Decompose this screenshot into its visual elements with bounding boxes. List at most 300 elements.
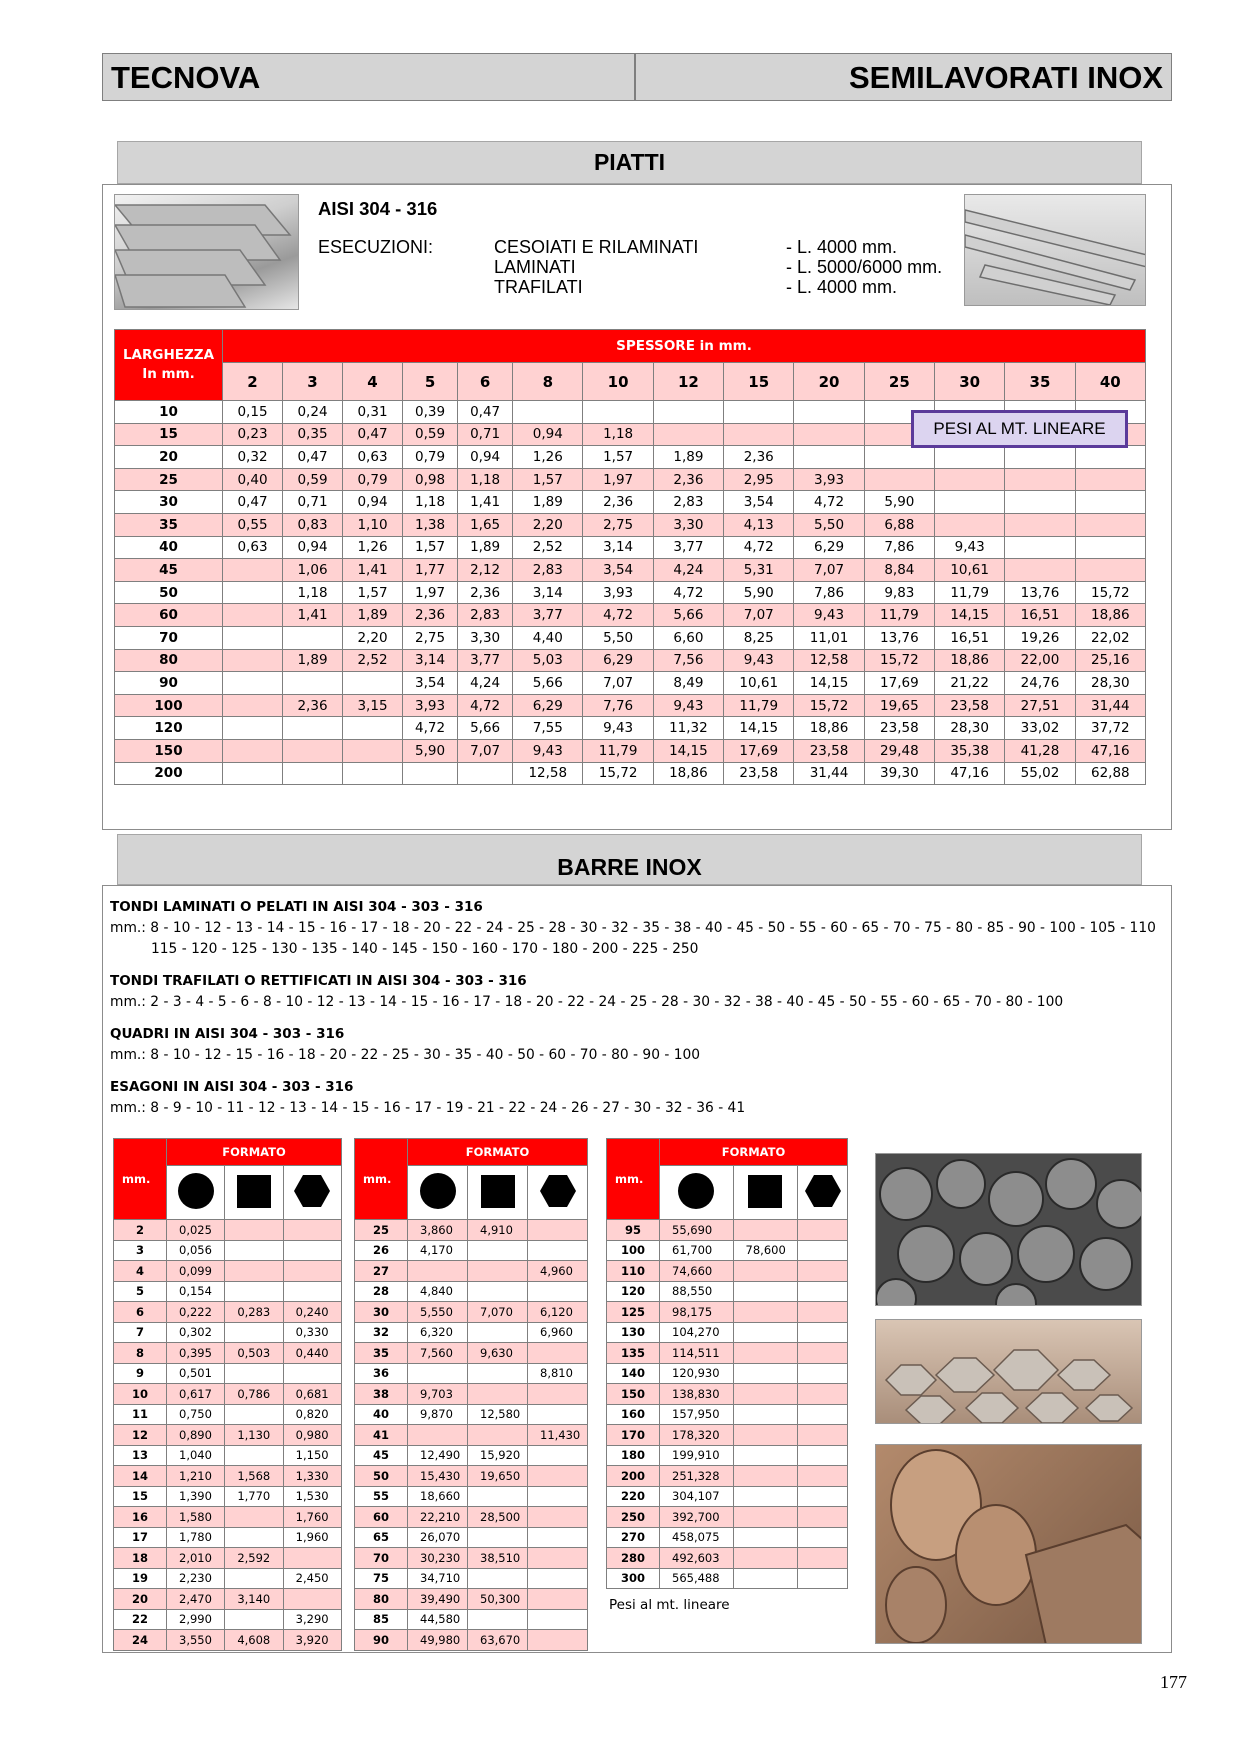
weight-cell — [528, 1466, 588, 1487]
weight-cell: 0,55 — [223, 513, 283, 536]
table-row — [115, 694, 1146, 717]
weight-cell: 1,89 — [513, 491, 583, 514]
size-cell: 130 — [607, 1322, 660, 1343]
weight-cell: 4,40 — [513, 626, 583, 649]
weight-cell: 0,39 — [403, 401, 458, 424]
weight-cell: 0,786 — [225, 1384, 283, 1405]
weight-cell: 2,470 — [167, 1589, 225, 1610]
weight-cell — [223, 626, 283, 649]
weight-cell: 12,490 — [408, 1445, 468, 1466]
table-row — [355, 1220, 588, 1241]
shape-cell — [225, 1166, 283, 1220]
weight-cell: 1,18 — [458, 468, 513, 491]
table-row — [115, 513, 1146, 536]
weight-cell: 1,568 — [225, 1466, 283, 1487]
weight-cell — [733, 1343, 798, 1364]
weight-cell: 3,920 — [283, 1630, 341, 1651]
weight-cell — [798, 1322, 848, 1343]
weight-cell: 35,38 — [935, 739, 1005, 762]
weight-cell: 2,20 — [513, 513, 583, 536]
round-icon — [418, 1171, 458, 1211]
weight-cell: 25,16 — [1075, 649, 1145, 672]
formato-header-row — [114, 1139, 342, 1166]
weight-cell — [528, 1445, 588, 1466]
weight-cell — [343, 717, 403, 740]
weight-cell — [225, 1507, 283, 1528]
weight-cell: 63,670 — [468, 1630, 528, 1651]
weight-cell: 8,84 — [864, 559, 934, 582]
size-cell: 6 — [114, 1302, 167, 1323]
weight-cell: 14,15 — [653, 739, 723, 762]
table-row — [607, 1384, 848, 1405]
size-cell: 220 — [607, 1486, 660, 1507]
weight-cell: 0,750 — [167, 1404, 225, 1425]
execution-length-2: - L. 5000/6000 mm. — [786, 257, 943, 277]
weight-cell — [528, 1486, 588, 1507]
thickness-35: 35 — [1005, 363, 1075, 401]
weight-cell: 1,65 — [458, 513, 513, 536]
weight-cell: 3,860 — [408, 1220, 468, 1241]
weight-cell — [733, 1425, 798, 1446]
weight-cell: 1,580 — [167, 1507, 225, 1528]
weight-cell: 2,83 — [513, 559, 583, 582]
weight-cell: 3,30 — [653, 513, 723, 536]
thickness-30: 30 — [935, 363, 1005, 401]
weight-cell — [225, 1445, 283, 1466]
table-row — [114, 1630, 342, 1651]
weight-cell: 11,79 — [935, 581, 1005, 604]
weight-cell — [798, 1425, 848, 1446]
weight-cell: 1,770 — [225, 1486, 283, 1507]
weight-cell: 458,075 — [660, 1527, 734, 1548]
esagoni-title: ESAGONI IN AISI 304 - 303 - 316 — [110, 1079, 354, 1095]
weight-cell: 10,61 — [724, 672, 794, 695]
weight-cell: 0,31 — [343, 401, 403, 424]
weight-cell: 4,72 — [653, 581, 723, 604]
weight-cell: 28,30 — [935, 717, 1005, 740]
weight-cell: 9,703 — [408, 1384, 468, 1405]
weight-cell: 5,66 — [653, 604, 723, 627]
weight-cell — [794, 446, 864, 469]
table-row — [607, 1220, 848, 1241]
size-cell: 17 — [114, 1527, 167, 1548]
weight-cell — [225, 1609, 283, 1630]
weight-cell: 0,94 — [283, 536, 343, 559]
thickness-12: 12 — [653, 363, 723, 401]
weight-cell: 4,24 — [653, 559, 723, 582]
table-row — [355, 1302, 588, 1323]
table-row — [114, 1609, 342, 1630]
weight-cell — [283, 1220, 341, 1241]
weight-cell: 5,90 — [864, 491, 934, 514]
width-cell: 70 — [115, 626, 223, 649]
weight-cell — [798, 1445, 848, 1466]
weight-cell — [468, 1568, 528, 1589]
weight-cell: 3,93 — [583, 581, 653, 604]
formato-header: FORMATO — [660, 1139, 848, 1166]
weight-cell: 104,270 — [660, 1322, 734, 1343]
size-cell: 300 — [607, 1568, 660, 1589]
weight-cell: 1,89 — [283, 649, 343, 672]
size-cell: 19 — [114, 1568, 167, 1589]
table-row — [115, 446, 1146, 469]
weight-cell — [528, 1220, 588, 1241]
size-cell: 13 — [114, 1445, 167, 1466]
weight-cell: 3,550 — [167, 1630, 225, 1651]
weight-cell: 39,30 — [864, 762, 934, 785]
shape-cell — [468, 1166, 528, 1220]
weight-cell: 3,14 — [583, 536, 653, 559]
weight-cell: 0,71 — [458, 423, 513, 446]
weight-cell: 6,29 — [513, 694, 583, 717]
weight-cell: 7,76 — [583, 694, 653, 717]
weight-cell: 1,18 — [403, 491, 458, 514]
table-row — [355, 1343, 588, 1364]
table-row — [114, 1404, 342, 1425]
weight-cell — [935, 491, 1005, 514]
weight-cell — [283, 1589, 341, 1610]
weight-cell — [798, 1240, 848, 1261]
table-row — [355, 1507, 588, 1528]
weight-cell: 2,592 — [225, 1548, 283, 1569]
barre-specs — [110, 897, 1160, 1119]
weight-cell: 49,980 — [408, 1630, 468, 1651]
weight-cell: 7,55 — [513, 717, 583, 740]
weight-cell: 7,07 — [583, 672, 653, 695]
weight-cell — [798, 1568, 848, 1589]
weight-cell — [528, 1589, 588, 1610]
weight-cell — [223, 604, 283, 627]
weight-cell: 14,15 — [794, 672, 864, 695]
table-row — [607, 1445, 848, 1466]
weight-cell: 0,35 — [283, 423, 343, 446]
weight-cell: 6,960 — [528, 1322, 588, 1343]
weight-cell — [798, 1507, 848, 1528]
weight-cell — [225, 1220, 283, 1241]
weight-cell — [1005, 559, 1075, 582]
table-row — [355, 1261, 588, 1282]
size-cell: 280 — [607, 1548, 660, 1569]
weight-cell: 5,03 — [513, 649, 583, 672]
table-row — [114, 1363, 342, 1384]
weight-cell: 0,501 — [167, 1363, 225, 1384]
weight-cell: 3,54 — [403, 672, 458, 695]
table-row — [115, 468, 1146, 491]
weight-cell: 4,13 — [724, 513, 794, 536]
table-row — [355, 1589, 588, 1610]
weight-cell: 0,025 — [167, 1220, 225, 1241]
size-cell: 25 — [355, 1220, 408, 1241]
size-cell: 250 — [607, 1507, 660, 1528]
weight-cell: 9,43 — [794, 604, 864, 627]
weight-cell — [724, 423, 794, 446]
weight-cell — [733, 1281, 798, 1302]
hexagon-icon — [803, 1171, 843, 1211]
weight-cell: 55,02 — [1005, 762, 1075, 785]
mixed-bars-photo — [875, 1444, 1142, 1644]
table-row — [355, 1548, 588, 1569]
size-cell: 7 — [114, 1322, 167, 1343]
weight-cell: 0,222 — [167, 1302, 225, 1323]
weight-cell — [935, 446, 1005, 469]
table-row — [355, 1568, 588, 1589]
weight-per-meter-badge: PESI AL MT. LINEARE — [911, 410, 1128, 448]
weight-cell — [733, 1527, 798, 1548]
weight-cell: 37,72 — [1075, 717, 1145, 740]
round-icon — [676, 1171, 716, 1211]
weight-cell: 7,070 — [468, 1302, 528, 1323]
thickness-5: 5 — [403, 363, 458, 401]
weight-cell: 1,760 — [283, 1507, 341, 1528]
weight-cell: 5,90 — [724, 581, 794, 604]
weight-cell — [798, 1548, 848, 1569]
size-cell: 32 — [355, 1322, 408, 1343]
table-row — [607, 1527, 848, 1548]
weight-cell: 0,23 — [223, 423, 283, 446]
table-row — [355, 1404, 588, 1425]
weight-cell: 3,290 — [283, 1609, 341, 1630]
weight-cell: 1,210 — [167, 1466, 225, 1487]
weight-cell — [733, 1302, 798, 1323]
weight-cell: 38,510 — [468, 1548, 528, 1569]
weight-cell: 0,94 — [458, 446, 513, 469]
weight-cell — [733, 1445, 798, 1466]
weight-cell: 0,440 — [283, 1343, 341, 1364]
table-row — [355, 1527, 588, 1548]
table-row — [115, 672, 1146, 695]
thickness-8: 8 — [513, 363, 583, 401]
weight-cell: 0,302 — [167, 1322, 225, 1343]
table-row — [114, 1322, 342, 1343]
weight-cell: 6,120 — [528, 1302, 588, 1323]
weight-cell — [468, 1322, 528, 1343]
weight-cell: 5,50 — [583, 626, 653, 649]
weight-cell — [343, 672, 403, 695]
weight-cell: 1,26 — [343, 536, 403, 559]
weight-cell: 0,154 — [167, 1281, 225, 1302]
table-row — [115, 717, 1146, 740]
weight-cell: 12,580 — [468, 1404, 528, 1425]
weight-cell — [223, 717, 283, 740]
weight-cell: 3,93 — [794, 468, 864, 491]
width-cell: 90 — [115, 672, 223, 695]
weight-cell: 3,15 — [343, 694, 403, 717]
size-cell: 135 — [607, 1343, 660, 1364]
size-cell: 95 — [607, 1220, 660, 1241]
size-cell: 15 — [114, 1486, 167, 1507]
weight-cell: 2,75 — [403, 626, 458, 649]
weight-cell: 4,170 — [408, 1240, 468, 1261]
size-cell: 18 — [114, 1548, 167, 1569]
weight-cell — [798, 1527, 848, 1548]
shape-cell — [660, 1166, 734, 1220]
weight-cell: 11,32 — [653, 717, 723, 740]
weight-cell — [798, 1363, 848, 1384]
weight-cell — [1005, 513, 1075, 536]
weight-cell: 47,16 — [1075, 739, 1145, 762]
table-row — [114, 1466, 342, 1487]
size-cell: 30 — [355, 1302, 408, 1323]
size-cell: 28 — [355, 1281, 408, 1302]
flat-bars-photo — [114, 194, 299, 310]
weight-cell: 24,76 — [1005, 672, 1075, 695]
weight-cell: 16,51 — [1005, 604, 1075, 627]
table-row — [607, 1466, 848, 1487]
width-cell: 25 — [115, 468, 223, 491]
weight-cell: 4,608 — [225, 1630, 283, 1651]
weight-cell — [468, 1527, 528, 1548]
piatti-material: AISI 304 - 316 — [318, 198, 438, 219]
table-row — [607, 1302, 848, 1323]
weight-cell: 17,69 — [724, 739, 794, 762]
weight-cell — [343, 762, 403, 785]
width-header-line1: LARGHEZZA — [122, 347, 215, 363]
weight-cell — [733, 1466, 798, 1487]
weight-cell: 3,77 — [458, 649, 513, 672]
mixed-bars-illustration — [876, 1445, 1142, 1644]
weight-cell — [283, 1548, 341, 1569]
weight-cell: 0,820 — [283, 1404, 341, 1425]
weight-cell: 157,950 — [660, 1404, 734, 1425]
weight-cell: 78,600 — [733, 1240, 798, 1261]
weight-cell: 0,47 — [283, 446, 343, 469]
weight-cell: 11,01 — [794, 626, 864, 649]
size-cell: 41 — [355, 1425, 408, 1446]
weight-cell: 565,488 — [660, 1568, 734, 1589]
execution-type-1: CESOIATI E RILAMINATI — [494, 237, 699, 257]
piatti-header-row — [115, 330, 1146, 363]
weight-cell: 9,870 — [408, 1404, 468, 1425]
weight-cell: 0,79 — [343, 468, 403, 491]
table-row — [114, 1425, 342, 1446]
weight-cell — [283, 1281, 341, 1302]
execution-length-3: - L. 4000 mm. — [786, 277, 898, 297]
size-cell: 12 — [114, 1425, 167, 1446]
weight-cell: 13,76 — [864, 626, 934, 649]
round-bars-photo — [875, 1153, 1142, 1306]
weight-cell: 28,30 — [1075, 672, 1145, 695]
weight-cell: 178,320 — [660, 1425, 734, 1446]
table-row — [355, 1384, 588, 1405]
weight-cell: 0,94 — [343, 491, 403, 514]
table-row — [114, 1384, 342, 1405]
table-row — [607, 1507, 848, 1528]
size-cell: 38 — [355, 1384, 408, 1405]
weight-cell: 6,60 — [653, 626, 723, 649]
weight-cell — [864, 468, 934, 491]
size-cell: 125 — [607, 1302, 660, 1323]
weight-cell: 22,00 — [1005, 649, 1075, 672]
weight-cell — [935, 468, 1005, 491]
size-cell: 80 — [355, 1589, 408, 1610]
weight-cell — [225, 1261, 283, 1282]
weight-cell — [733, 1404, 798, 1425]
weight-cell — [653, 401, 723, 424]
table-row — [114, 1302, 342, 1323]
size-cell: 110 — [607, 1261, 660, 1282]
weight-cell — [468, 1384, 528, 1405]
table-row — [115, 559, 1146, 582]
weight-cell — [223, 694, 283, 717]
weight-cell: 19,650 — [468, 1466, 528, 1487]
weight-cell — [1075, 559, 1145, 582]
weight-cell: 2,83 — [458, 604, 513, 627]
weight-cell: 9,43 — [583, 717, 653, 740]
weight-cell — [528, 1630, 588, 1651]
weight-cell: 4,72 — [583, 604, 653, 627]
weight-cell — [798, 1466, 848, 1487]
weight-cell: 0,617 — [167, 1384, 225, 1405]
table-row — [355, 1630, 588, 1651]
weight-cell — [733, 1548, 798, 1569]
piatti-section-title: PIATTI — [117, 141, 1142, 184]
weight-cell: 1,97 — [583, 468, 653, 491]
formato-header: FORMATO — [408, 1139, 588, 1166]
weight-cell: 1,10 — [343, 513, 403, 536]
weight-cell — [733, 1322, 798, 1343]
weight-cell: 39,490 — [408, 1589, 468, 1610]
table-row — [114, 1240, 342, 1261]
size-cell: 200 — [607, 1466, 660, 1487]
table-row — [115, 491, 1146, 514]
table-row — [114, 1261, 342, 1282]
weight-cell — [733, 1568, 798, 1589]
width-cell: 120 — [115, 717, 223, 740]
weight-cell: 5,50 — [794, 513, 864, 536]
table-row — [607, 1281, 848, 1302]
weight-cell: 0,59 — [403, 423, 458, 446]
mm-header: mm. — [607, 1139, 660, 1220]
round-icon — [176, 1171, 216, 1211]
weight-cell — [403, 762, 458, 785]
weight-cell: 3,54 — [583, 559, 653, 582]
weight-cell: 251,328 — [660, 1466, 734, 1487]
weight-cell: 1,77 — [403, 559, 458, 582]
weight-cell: 9,43 — [935, 536, 1005, 559]
weight-cell: 17,69 — [864, 672, 934, 695]
weight-cell: 0,240 — [283, 1302, 341, 1323]
weight-cell: 1,330 — [283, 1466, 341, 1487]
weight-cell — [468, 1240, 528, 1261]
width-cell: 200 — [115, 762, 223, 785]
weight-cell: 19,65 — [864, 694, 934, 717]
weight-cell — [283, 672, 343, 695]
weight-cell — [1075, 536, 1145, 559]
round-bars-illustration — [876, 1154, 1142, 1306]
weight-cell: 12,58 — [794, 649, 864, 672]
barre-section-title: BARRE INOX — [117, 834, 1142, 885]
weight-cell — [733, 1384, 798, 1405]
weight-cell: 0,681 — [283, 1384, 341, 1405]
thickness-row — [115, 363, 1146, 401]
weight-cell: 0,63 — [223, 536, 283, 559]
mm-header: mm. — [114, 1139, 167, 1220]
weight-cell: 0,94 — [513, 423, 583, 446]
hexagon-icon — [292, 1171, 332, 1211]
weight-cell: 18,86 — [794, 717, 864, 740]
weight-cell — [1075, 513, 1145, 536]
quadri-sizes: mm.: 8 - 10 - 12 - 15 - 16 - 18 - 20 - 22 - 25 - 30 - 35 - 40 - 50 - 60 - 70 - 80 - 90 - 100 — [110, 1047, 701, 1063]
table-row — [114, 1548, 342, 1569]
weight-cell: 0,330 — [283, 1322, 341, 1343]
weight-cell: 2,52 — [343, 649, 403, 672]
weight-cell: 6,29 — [583, 649, 653, 672]
weight-cell — [283, 1261, 341, 1282]
weight-cell — [468, 1281, 528, 1302]
weight-cell: 33,02 — [1005, 717, 1075, 740]
weight-cell: 0,59 — [283, 468, 343, 491]
width-header — [115, 330, 223, 401]
